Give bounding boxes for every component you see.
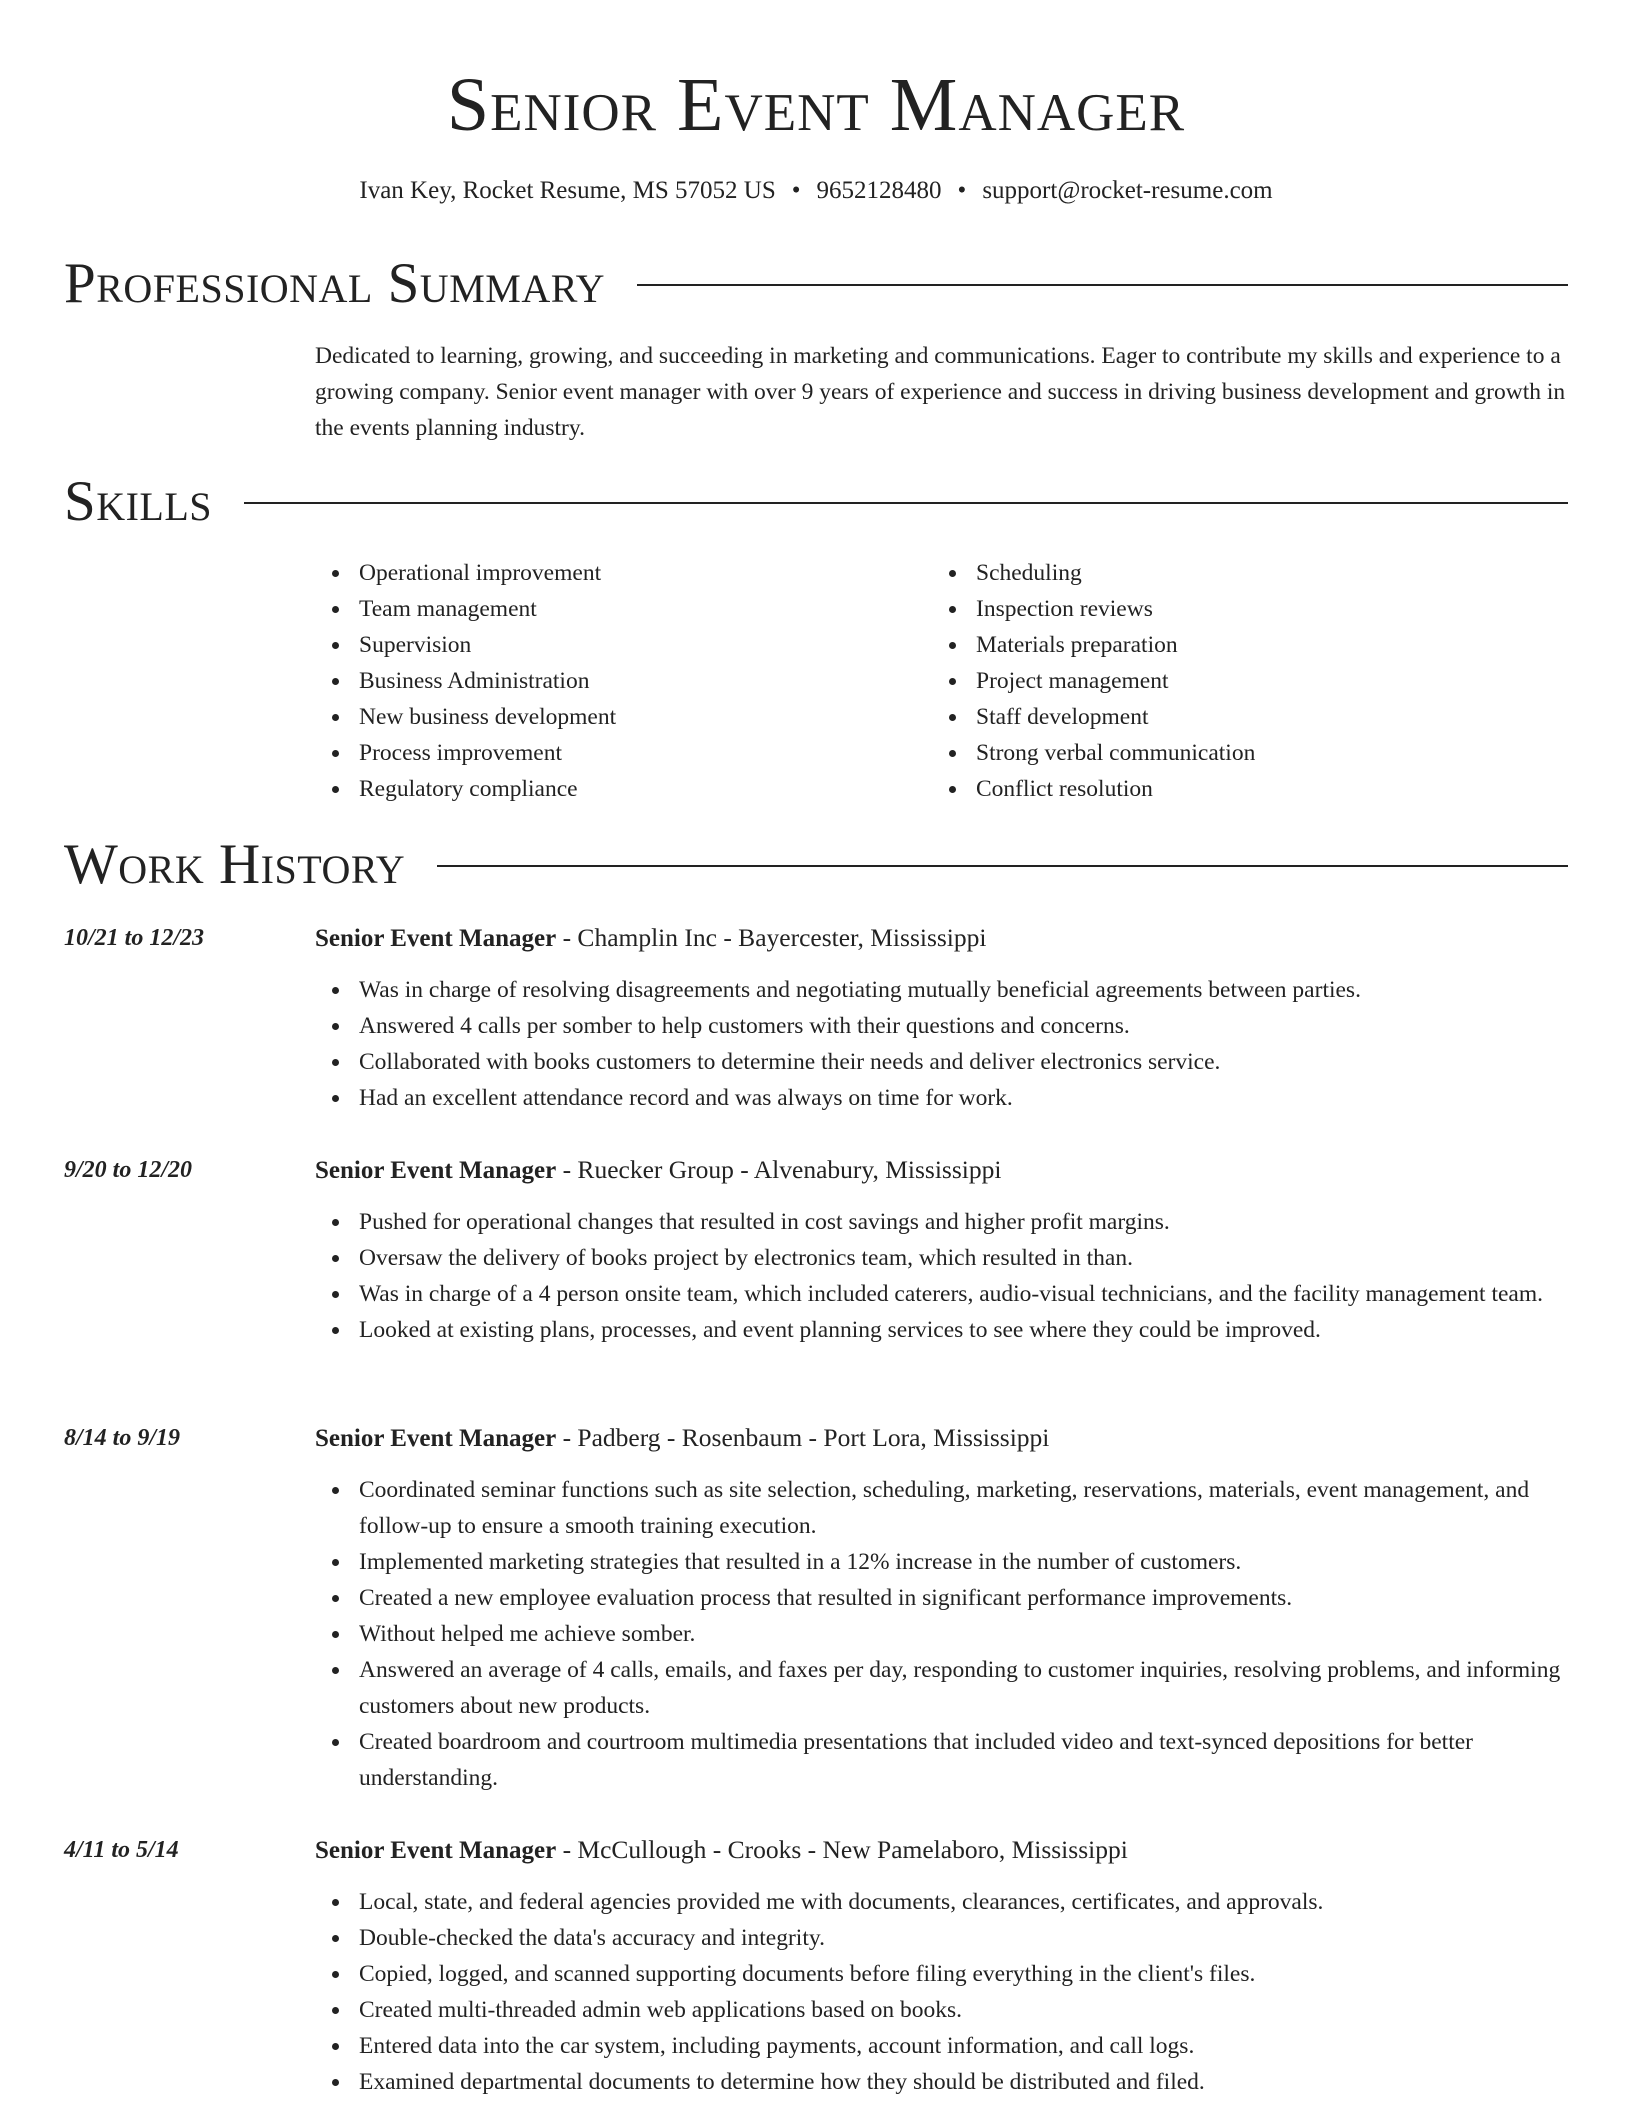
section-divider (244, 502, 1568, 504)
job-bullet: Without helped me achieve somber. (315, 1616, 1568, 1652)
job-bullets (315, 1472, 1568, 1796)
job-bullet: Oversaw the delivery of books project by electronics team, which resulted in than. (315, 1240, 1568, 1276)
job-title-line (315, 920, 986, 957)
job-dates: 10/21 to 12/23 (64, 925, 205, 951)
job-company: - Champlin Inc - Bayercester, Mississippi (556, 923, 987, 952)
work-section-header (64, 833, 1568, 897)
job-bullet: Had an excellent attendance record and was always on time for work. (315, 1080, 1568, 1116)
skills-list-left (315, 555, 616, 807)
job-title: Senior Event Manager (315, 1837, 557, 1864)
job-title-line (315, 1832, 1128, 1869)
skill-item: Supervision (315, 627, 616, 663)
job-bullet: Collaborated with books customers to determine their needs and deliver electronics service. (315, 1044, 1568, 1080)
job-bullet: Coordinated seminar functions such as site selection, scheduling, marketing, reservations, materials, event management, and follow-up to ensure a smooth training execution. (315, 1472, 1568, 1544)
contact-email: support@rocket-resume.com (982, 177, 1273, 204)
job-bullet: Created multi-threaded admin web applications based on books. (315, 1992, 1568, 2028)
contact-line (64, 174, 1568, 208)
job-bullet: Implemented marketing strategies that resulted in a 12% increase in the number of customers. (315, 1544, 1568, 1580)
job-bullets (315, 972, 1568, 1116)
skill-item: Staff development (932, 699, 1255, 735)
skill-item: Regulatory compliance (315, 771, 616, 807)
summary-text: Dedicated to learning, growing, and succeeding in marketing and communications. Eager to contribute my skills and experience to a growing company. Senior event manager with over 9 years of experience and success in driving business development and growth in the events planning industry. (315, 343, 1566, 441)
job-bullet: Pushed for operational changes that resulted in cost savings and higher profit margins. (315, 1204, 1568, 1240)
skill-item: New business development (315, 699, 616, 735)
job-dates: 8/14 to 9/19 (64, 1425, 181, 1451)
job-bullet: Copied, logged, and scanned supporting documents before filing everything in the client's files. (315, 1956, 1568, 1992)
job-bullets (315, 1204, 1568, 1348)
skills-heading: Skills (64, 470, 213, 533)
job-bullet: Was in charge of resolving disagreements and negotiating mutually beneficial agreements between parties. (315, 972, 1568, 1008)
summary-section-header (64, 252, 1568, 316)
job-bullet: Double-checked the data's accuracy and integrity. (315, 1920, 1568, 1956)
job-bullet: Answered an average of 4 calls, emails, and faxes per day, responding to customer inquiries, resolving problems, and informing customers about new products. (315, 1652, 1568, 1724)
skill-item: Scheduling (932, 555, 1255, 591)
job-bullets (315, 1884, 1568, 2100)
job-title-line (315, 1420, 1049, 1457)
section-divider (437, 865, 1568, 867)
job-title-line (315, 1152, 1001, 1189)
skill-item: Business Administration (315, 663, 616, 699)
skill-item: Process improvement (315, 735, 616, 771)
contact-address: Ivan Key, Rocket Resume, MS 57052 US (359, 177, 776, 204)
skill-item: Operational improvement (315, 555, 616, 591)
job-bullet: Looked at existing plans, processes, and event planning services to see where they could be improved. (315, 1312, 1568, 1348)
job-title: Senior Event Manager (315, 1425, 557, 1452)
skills-list-right (932, 555, 1255, 807)
resume-title: Senior Event Manager (446, 63, 1186, 147)
job-company: - McCullough - Crooks - New Pamelaboro, Mississippi (556, 1835, 1128, 1864)
job-dates: 4/11 to 5/14 (64, 1837, 179, 1863)
job-bullet: Entered data into the car system, including payments, account information, and call logs. (315, 2028, 1568, 2064)
skills-section-header (64, 470, 1568, 534)
job-bullet: Created a new employee evaluation process that resulted in significant performance improvements. (315, 1580, 1568, 1616)
contact-phone: 9652128480 (816, 177, 942, 204)
job-bullet: Was in charge of a 4 person onsite team, which included caterers, audio-visual technicians, and the facility management team. (315, 1276, 1568, 1312)
job-bullet: Created boardroom and courtroom multimedia presentations that included video and text-synced depositions for better understanding. (315, 1724, 1568, 1796)
job-company: - Padberg - Rosenbaum - Port Lora, Mississippi (556, 1423, 1050, 1452)
skill-item: Team management (315, 591, 616, 627)
job-bullet: Examined departmental documents to determine how they should be distributed and filed. (315, 2064, 1568, 2100)
job-bullet: Answered 4 calls per somber to help customers with their questions and concerns. (315, 1008, 1568, 1044)
job-title: Senior Event Manager (315, 1157, 557, 1184)
job-title: Senior Event Manager (315, 925, 557, 952)
skill-item: Conflict resolution (932, 771, 1255, 807)
skill-item: Inspection reviews (932, 591, 1255, 627)
job-company: - Ruecker Group - Alvenabury, Mississippi (556, 1155, 1002, 1184)
summary-heading: Professional Summary (64, 252, 606, 315)
work-heading: Work History (64, 833, 406, 896)
job-bullet: Local, state, and federal agencies provided me with documents, clearances, certificates, and approvals. (315, 1884, 1568, 1920)
skill-item: Strong verbal communication (932, 735, 1255, 771)
skill-item: Project management (932, 663, 1255, 699)
job-dates: 9/20 to 12/20 (64, 1157, 193, 1183)
separator-dot: • (957, 177, 967, 204)
separator-dot: • (791, 177, 801, 204)
skill-item: Materials preparation (932, 627, 1255, 663)
section-divider (637, 284, 1568, 286)
